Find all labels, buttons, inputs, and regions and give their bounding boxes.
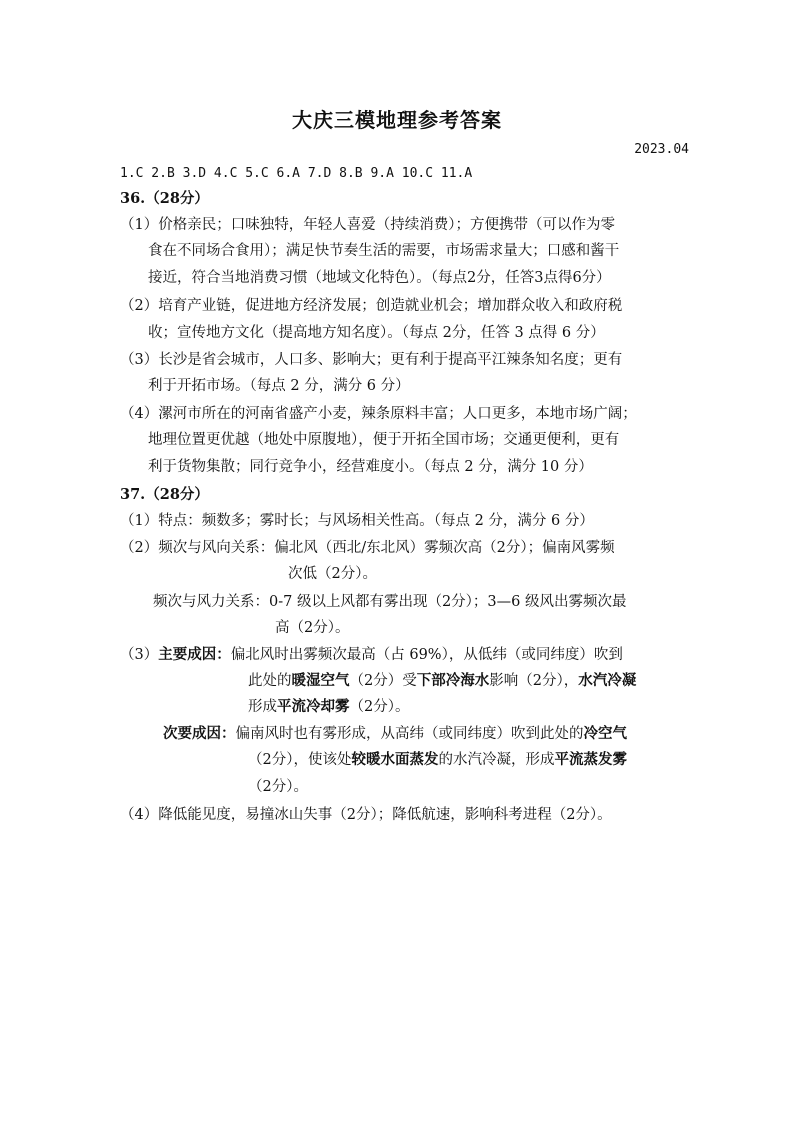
q37-p3-keyword-cold-air: 冷空气 (583, 725, 627, 742)
q37-p3-keyword-warm-water-evaporation: 较暖水面蒸发 (351, 751, 439, 768)
q37-p1: （1）特点：频数多；雾时长；与风场相关性高。（每点 2 分，满分 6 分） (120, 513, 594, 529)
q37-p3-sec-text2a: （2分），使该处 (248, 752, 352, 768)
q36-p4-line3: 利于货物集散；同行竞争小，经营难度小。（每点 2 分，满分 10 分） (148, 459, 593, 475)
q37-p3-main-line1 (120, 645, 623, 665)
q37-p2-a2: 次低（2分）。 (288, 566, 377, 582)
q36-p2-line1: （2）培育产业链，促进地方经济发展；创造就业机会；增加群众收入和政府税 (120, 298, 623, 314)
document-title: 大庆三模地理参考答案 (292, 108, 502, 132)
q37-p3-keyword-condensation: 水汽冷凝 (578, 672, 637, 689)
multiple-choice-answers: 1.C 2.B 3.D 4.C 5.C 6.A 7.D 8.B 9.A 10.C 11.A (120, 166, 473, 181)
q37-p3-sec-text1a: 偏南风时也有雾形成，从高纬（或同纬度）吹到此处的 (235, 726, 584, 742)
q37-p3-sec-line3: （2分）。 (248, 779, 308, 795)
q37-p3-keyword-warm-humid-air: 暖湿空气 (291, 672, 350, 689)
q37-p3-sec-text2c: 的水汽冷凝，形成 (438, 752, 555, 768)
q37-p3-sec-title: 次要成因： (163, 725, 236, 742)
q37-p4: （4）降低能见度，易撞冰山失事（2分）；降低航速，影响科考进程（2分）。 (120, 807, 612, 823)
q37-p3-main-text2e: 影响（2分）， (489, 673, 579, 689)
q37-p3-main-text2c: （2分）受 (349, 673, 417, 689)
q37-p3-main-text1: 偏北风时出雾频次最高（占 69%），从低纬（或同纬度）吹到 (230, 647, 623, 663)
q36-p1-line1: （1）价格亲民；口味独特，年轻人喜爱（持续消费）；方便携带（可以作为零 (120, 217, 615, 233)
q37-p3-main-text3c: （2分）。 (349, 699, 410, 715)
q36-p1-line2: 食在不同场合食用）；满足快节奏生活的需要，市场需求量大；口感和酱干 (148, 243, 620, 259)
q37-p3-main-line2 (248, 671, 636, 691)
q37-p3-main-title: 主要成因： (158, 646, 231, 663)
q37-p3-sec-line2 (248, 750, 627, 770)
q37-heading: 37.（28分） (120, 486, 209, 503)
q36-p2-line2: 收；宣传地方文化（提高地方知名度）。（每点 2分，任答 3 点得 6 分） (148, 325, 605, 341)
q37-p3-main-text2a: 此处的 (248, 673, 292, 689)
q37-p2-b1: 频次与风力关系：0-7 级以上风都有雾出现（2分）；3—6 级风出雾频次最 (153, 594, 627, 610)
q37-p3-sec-line1 (163, 724, 627, 744)
q37-p3-number: （3） (120, 647, 159, 663)
q37-p2-b2: 高（2分）。 (275, 620, 350, 636)
q36-heading: 36.（28分） (120, 190, 209, 207)
q36-p4-line2: 地理位置更优越（地处中原腹地），便于开拓全国市场；交通更便利，更有 (148, 432, 620, 448)
q37-p3-keyword-advection-steam-fog: 平流蒸发雾 (554, 751, 627, 768)
q37-p2-a1: （2）频次与风向关系：偏北风（西北/东北风）雾频次高（2分）；偏南风雾频 (120, 540, 615, 556)
q37-p3-keyword-cold-sea-water: 下部冷海水 (416, 672, 490, 689)
q36-p1-line3: 接近，符合当地消费习惯（地域文化特色）。（每点2分，任答3点得6分） (148, 270, 611, 286)
q37-p3-main-line3 (248, 697, 409, 717)
q36-p4-line1: （4）漯河市所在的河南省盛产小麦，辣条原料丰富；人口更多，本地市场广阔； (120, 406, 637, 422)
q36-p3-line1: （3）长沙是省会城市，人口多、影响大；更有利于提高平江辣条知名度；更有 (120, 352, 623, 368)
q37-p3-main-text3a: 形成 (248, 699, 277, 715)
document-date: 2023.04 (634, 142, 689, 157)
q36-p3-line2: 利于开拓市场。（每点 2 分，满分 6 分） (148, 378, 410, 394)
q37-p3-keyword-advection-cooling-fog: 平流冷却雾 (277, 698, 350, 715)
